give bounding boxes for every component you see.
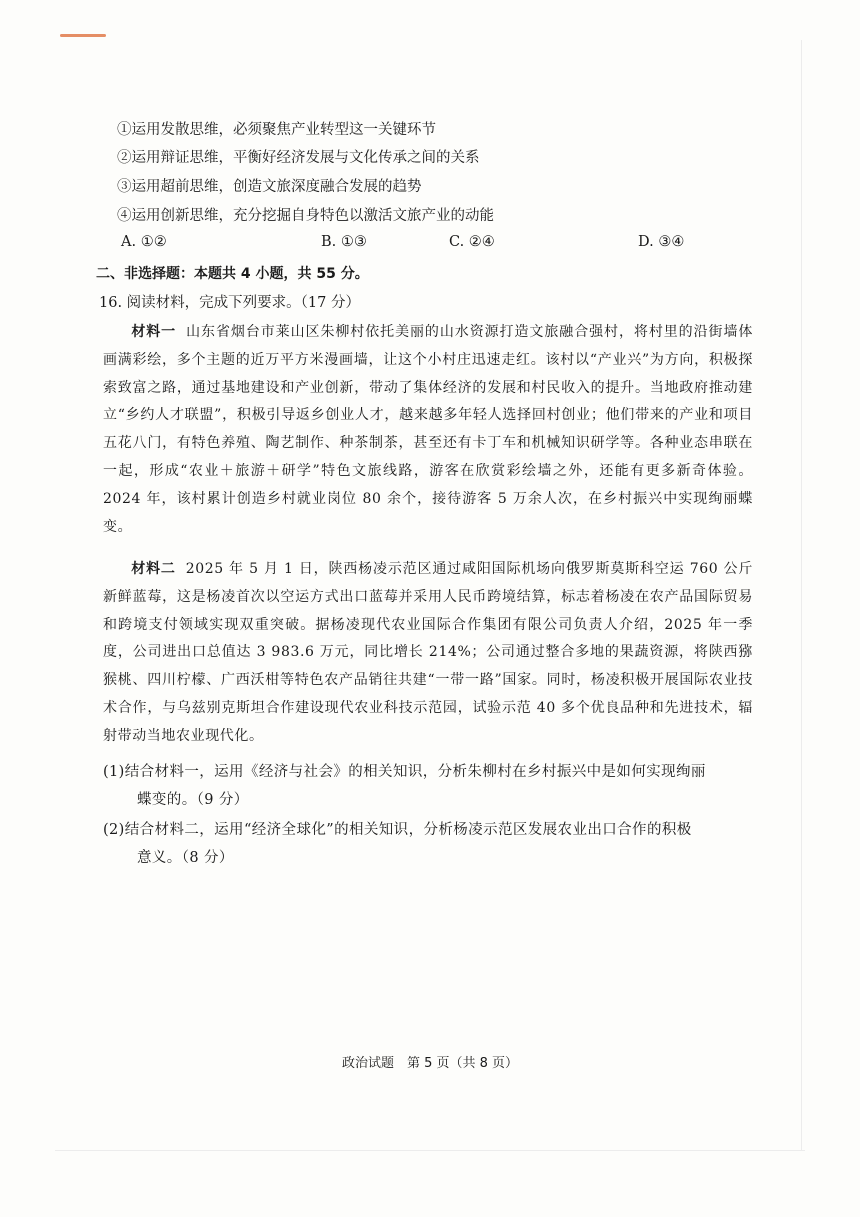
option-4: ④运用创新思维，充分挖掘自身特色以激活文旅产业的动能 — [117, 208, 494, 224]
sub-question-1-line1: (1)结合材料一，运用《经济与社会》的相关知识，分析朱柳村在乡村振兴中是如何实现绚丽 — [103, 764, 706, 780]
scan-edge — [801, 40, 802, 1150]
material-2 — [103, 556, 753, 751]
choice-a: A. ①② — [121, 234, 167, 250]
option-2: ②运用辩证思维，平衡好经济发展与文化传承之间的关系 — [117, 150, 480, 166]
choice-c: C. ②④ — [449, 234, 495, 250]
section-title: 二、非选择题：本题共 4 小题，共 55 分。 — [96, 266, 369, 282]
sub-question-1 — [103, 758, 753, 814]
material-1-title: 材料一 — [131, 324, 177, 340]
material-1 — [103, 319, 753, 541]
option-3: ③运用超前思维，创造文旅深度融合发展的趋势 — [117, 179, 422, 195]
sub-question-2-line1: (2)结合材料二，运用“经济全球化”的相关知识，分析杨凌示范区发展农业出口合作的积极 — [103, 822, 692, 838]
option-1: ①运用发散思维，必须聚焦产业转型这一关键环节 — [117, 122, 436, 138]
material-2-text: 2025 年 5 月 1 日，陕西杨凌示范区通过咸阳国际机场向俄罗斯莫斯科空运 760 公斤新鲜蓝莓，这是杨凌首次以空运方式出口蓝莓并采用人民币跨境结算，标志着杨凌在农产品国际贸易和跨境支付领域实现双重突破。据杨凌现代农业国际合作集团有限公司负责人介绍，2025 年一季度，公司进出口总值达 3 983.6 万元，同比增长 214%；公司通过整合多地的果蔬资源，将陕西猕猴桃、四川柠檬、广西沃柑等特色农产品销往共建“一带一路”国家。同时，杨凌积极开展国际农业技术合作，与乌兹别克斯坦合作建设现代农业科技示范园，试验示范 40 多个优良品种和先进技术，辐射带动当地农业现代化。 — [103, 561, 753, 744]
choice-d: D. ③④ — [638, 234, 685, 250]
material-2-title: 材料二 — [131, 561, 176, 577]
choice-b: B. ①③ — [321, 234, 367, 250]
sub-question-2-line2: 意义。（8 分） — [137, 850, 234, 866]
sub-question-2 — [103, 816, 753, 872]
material-1-text: 山东省烟台市莱山区朱柳村依托美丽的山水资源打造文旅融合强村，将村里的沿街墙体画满彩绘，多个主题的近万平方米漫画墙，让这个小村庄迅速走红。该村以“产业兴”为方向，积极探索致富之路，通过基地建设和产业创新，带动了集体经济的发展和村民收入的提升。当地政府推动建立“乡约人才联盟”，积极引导返乡创业人才，越来越多年轻人选择回村创业；他们带来的产业和项目五花八门，有特色养殖、陶艺制作、种茶制茶，甚至还有卡丁车和机械知识研学等。各种业态串联在一起，形成“农业＋旅游＋研学”特色文旅线路，游客在欣赏彩绘墙之外，还能有更多新奇体验。2024 年，该村累计创造乡村就业岗位 80 余个，接待游客 5 万余人次，在乡村振兴中实现绚丽蝶变。 — [103, 324, 753, 535]
question-16-stem: 16. 阅读材料，完成下列要求。（17 分） — [99, 295, 360, 311]
answer-choices — [121, 234, 685, 256]
sub-question-1-line2: 蝶变的。（9 分） — [137, 792, 249, 808]
corner-mark — [60, 34, 106, 37]
scan-edge — [55, 1150, 805, 1151]
page-footer: 政治试题 第 5 页（共 8 页） — [341, 1056, 519, 1071]
